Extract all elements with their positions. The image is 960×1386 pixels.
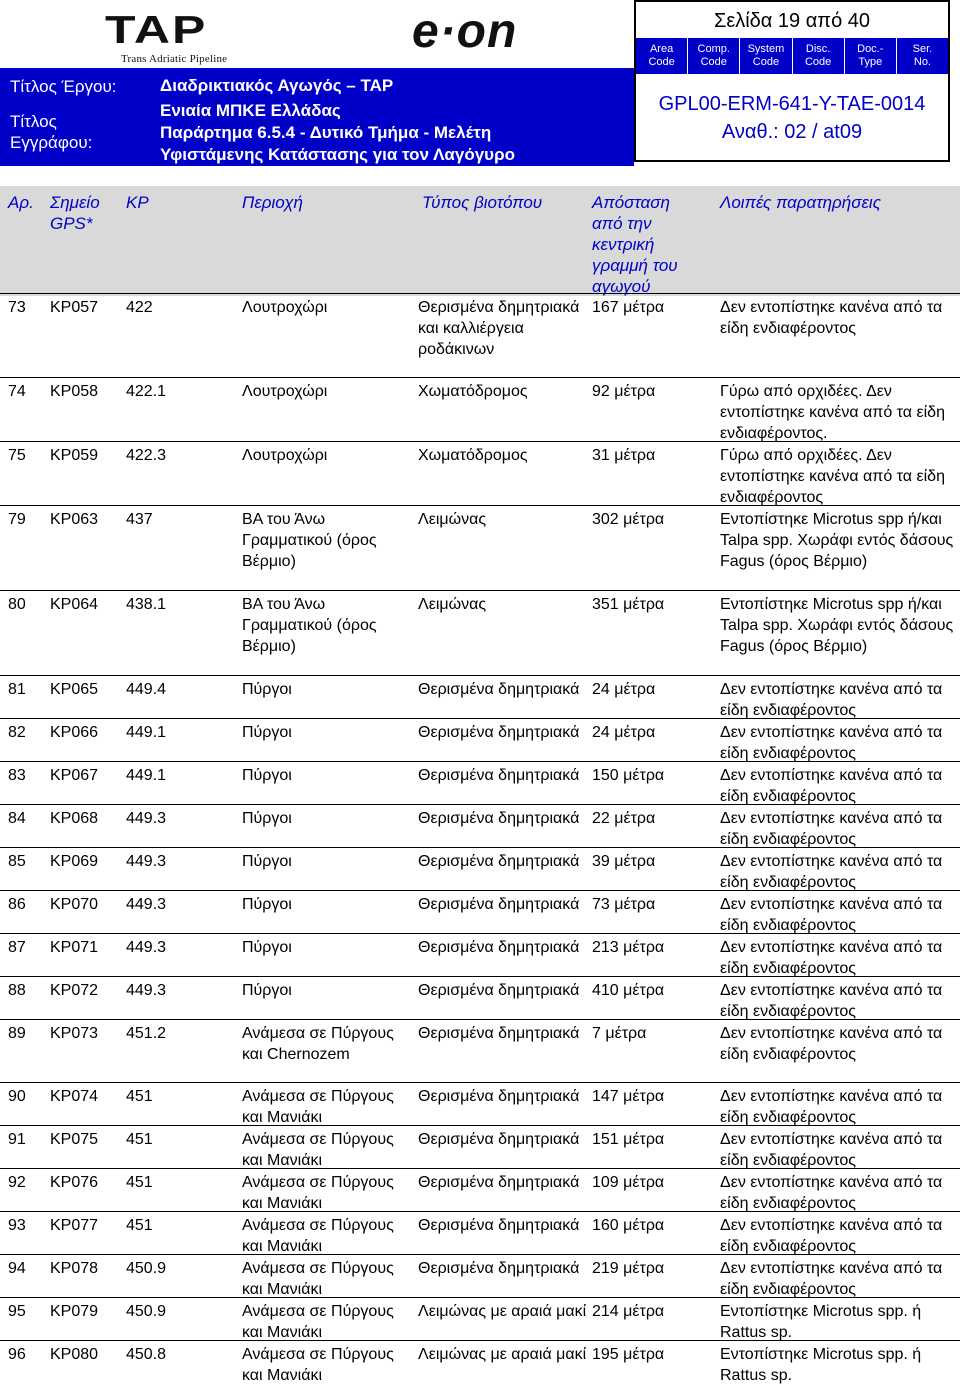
row-gps-point: KP078 <box>50 1260 99 1277</box>
row-remarks: Δεν εντοπίστηκε κανένα από τα είδη ενδιαφέροντος <box>720 299 943 337</box>
row-kp: 450.9 <box>126 1303 167 1320</box>
row-gps-point: KP070 <box>50 896 99 913</box>
table-row <box>0 804 960 847</box>
row-kp: 449.1 <box>126 767 167 784</box>
header-ar: Αρ. <box>8 193 34 212</box>
row-distance: 410 μέτρα <box>592 982 665 999</box>
row-distance: 195 μέτρα <box>592 1346 665 1363</box>
row-remarks: Δεν εντοπίστηκε κανένα από τα είδη ενδιαφέροντος <box>720 724 943 762</box>
row-gps-point: KP064 <box>50 596 99 613</box>
table-row <box>0 890 960 933</box>
row-number: 73 <box>8 299 26 316</box>
row-remarks: Δεν εντοπίστηκε κανένα από τα είδη ενδιαφέροντος <box>720 982 943 1020</box>
row-distance: 22 μέτρα <box>592 810 656 827</box>
document-id-block <box>634 0 950 162</box>
table-row <box>0 1082 960 1125</box>
row-biotope: Θερισμένα δημητριακά <box>418 1260 580 1277</box>
row-region: Ανάμεσα σε Πύργους και Μανιάκι <box>242 1260 394 1298</box>
row-gps-point: KP066 <box>50 724 99 741</box>
row-remarks: Εντοπίστηκε Microtus spp. ή Rattus sp. <box>720 1303 922 1341</box>
row-region: ΒΑ του Άνω Γραμματικού (όρος Βέρμιο) <box>242 511 377 570</box>
code-columns <box>636 38 948 74</box>
row-distance: 147 μέτρα <box>592 1088 665 1105</box>
table-row <box>0 718 960 761</box>
row-kp: 450.9 <box>126 1260 167 1277</box>
row-kp: 449.3 <box>126 939 167 956</box>
row-biotope: Λειμώνας <box>418 596 487 613</box>
row-gps-point: KP068 <box>50 810 99 827</box>
row-gps-point: KP076 <box>50 1174 99 1191</box>
row-kp: 422.1 <box>126 383 167 400</box>
code-column-comp: Comp. Code <box>687 38 739 74</box>
row-remarks: Δεν εντοπίστηκε κανένα από τα είδη ενδιαφέροντος <box>720 1131 943 1169</box>
row-gps-point: KP065 <box>50 681 99 698</box>
header-region: Περιοχή <box>242 193 303 212</box>
row-remarks: Εντοπίστηκε Microtus spp ή/και Talpa spp. Χωράφι εντός δάσους Fagus (όρος Βέρμιο) <box>720 511 954 570</box>
document-label-line1: Τίτλος <box>10 112 57 131</box>
project-label: Τίτλος Έργου: <box>10 77 117 96</box>
row-region: Πύργοι <box>242 982 292 999</box>
table-row <box>0 1168 960 1211</box>
row-biotope: Θερισμένα δημητριακά <box>418 767 580 784</box>
row-number: 81 <box>8 681 26 698</box>
row-distance: 302 μέτρα <box>592 511 665 528</box>
row-distance: 92 μέτρα <box>592 383 656 400</box>
row-region: Πύργοι <box>242 939 292 956</box>
tap-logo-subtitle: Trans Adriatic Pipeline <box>121 53 228 65</box>
logo-strip <box>0 0 634 68</box>
row-region: Λουτροχώρι <box>242 383 328 400</box>
row-number: 82 <box>8 724 26 741</box>
code-column-area: Area Code <box>648 43 675 68</box>
row-remarks: Δεν εντοπίστηκε κανένα από τα είδη ενδιαφέροντος <box>720 939 943 977</box>
row-biotope: Θερισμένα δημητριακά <box>418 724 580 741</box>
code-column-system: System Code <box>739 38 791 74</box>
row-gps-point: KP069 <box>50 853 99 870</box>
row-number: 80 <box>8 596 26 613</box>
row-distance: 219 μέτρα <box>592 1260 665 1277</box>
row-remarks: Δεν εντοπίστηκε κανένα από τα είδη ενδιαφέροντος <box>720 1088 943 1126</box>
row-gps-point: KP075 <box>50 1131 99 1148</box>
table-row <box>0 505 960 590</box>
row-distance: 7 μέτρα <box>592 1025 647 1042</box>
row-distance: 214 μέτρα <box>592 1303 665 1320</box>
row-distance: 24 μέτρα <box>592 681 656 698</box>
header-distance: Απόσταση από την κεντρική γραμμή του αγωγού <box>592 193 678 296</box>
row-biotope: Θερισμένα δημητριακά <box>418 681 580 698</box>
row-remarks: Δεν εντοπίστηκε κανένα από τα είδη ενδιαφέροντος <box>720 853 943 891</box>
row-region: Πύργοι <box>242 896 292 913</box>
row-biotope: Θερισμένα δημητριακά <box>418 982 580 999</box>
document-title-line2: Παράρτημα 6.5.4 - Δυτικό Τμήμα - Μελέτη <box>160 123 492 142</box>
row-number: 93 <box>8 1217 26 1234</box>
row-remarks: Δεν εντοπίστηκε κανένα από τα είδη ενδιαφέροντος <box>720 681 943 719</box>
row-gps-point: KP067 <box>50 767 99 784</box>
row-number: 91 <box>8 1131 26 1148</box>
row-number: 83 <box>8 767 26 784</box>
row-kp: 451 <box>126 1131 153 1148</box>
row-remarks: Δεν εντοπίστηκε κανένα από τα είδη ενδιαφέροντος <box>720 810 943 848</box>
tap-logo <box>97 6 257 64</box>
row-number: 85 <box>8 853 26 870</box>
table-row <box>0 1340 960 1385</box>
row-biotope: Θερισμένα δημητριακά <box>418 1174 580 1191</box>
code-column-disc: Disc. Code <box>792 38 844 74</box>
row-number: 88 <box>8 982 26 999</box>
row-biotope: Χωματόδρομος <box>418 447 528 464</box>
row-region: Λουτροχώρι <box>242 447 328 464</box>
row-kp: 449.3 <box>126 982 167 999</box>
row-gps-point: KP074 <box>50 1088 99 1105</box>
row-region: Λουτροχώρι <box>242 299 328 316</box>
row-kp: 449.3 <box>126 853 167 870</box>
row-distance: 39 μέτρα <box>592 853 656 870</box>
row-gps-point: KP079 <box>50 1303 99 1320</box>
row-distance: 167 μέτρα <box>592 299 665 316</box>
row-region: Πύργοι <box>242 853 292 870</box>
row-number: 90 <box>8 1088 26 1105</box>
row-remarks: Δεν εντοπίστηκε κανένα από τα είδη ενδιαφέροντος <box>720 767 943 805</box>
table-row <box>0 377 960 441</box>
row-kp: 449.1 <box>126 724 167 741</box>
header-remarks: Λοιπές παρατηρήσεις <box>720 193 881 212</box>
table-row <box>0 1019 960 1082</box>
row-gps-point: KP072 <box>50 982 99 999</box>
row-region: Πύργοι <box>242 767 292 784</box>
row-gps-point: KP058 <box>50 383 99 400</box>
row-region: Ανάμεσα σε Πύργους και Μανιάκι <box>242 1131 394 1169</box>
table-header <box>0 186 960 296</box>
row-kp: 449.3 <box>126 810 167 827</box>
row-region: ΒΑ του Άνω Γραμματικού (όρος Βέρμιο) <box>242 596 377 655</box>
row-number: 96 <box>8 1346 26 1363</box>
row-kp: 438.1 <box>126 596 167 613</box>
row-biotope: Θερισμένα δημητριακά <box>418 853 580 870</box>
table-row <box>0 1125 960 1168</box>
row-distance: 150 μέτρα <box>592 767 665 784</box>
row-region: Ανάμεσα σε Πύργους και Chernozem <box>242 1025 394 1063</box>
row-remarks: Γύρω από ορχιδέες. Δεν εντοπίστηκε κανένα από τα είδη ενδιαφέροντος <box>720 447 945 506</box>
row-gps-point: KP057 <box>50 299 99 316</box>
header-gps: Σημείο GPS* <box>50 193 100 233</box>
row-kp: 422 <box>126 299 153 316</box>
row-biotope: Θερισμένα δημητριακά και καλλιέργεια ροδάκινων <box>418 299 580 358</box>
row-number: 75 <box>8 447 26 464</box>
table-row <box>0 675 960 718</box>
row-region: Ανάμεσα σε Πύργους και Μανιάκι <box>242 1174 394 1212</box>
row-region: Πύργοι <box>242 681 292 698</box>
row-number: 87 <box>8 939 26 956</box>
row-number: 89 <box>8 1025 26 1042</box>
row-distance: 351 μέτρα <box>592 596 665 613</box>
row-biotope: Θερισμένα δημητριακά <box>418 939 580 956</box>
row-region: Ανάμεσα σε Πύργους και Μανιάκι <box>242 1303 394 1341</box>
header-biotope: Τύπος βιοτόπου <box>422 193 543 212</box>
row-distance: 24 μέτρα <box>592 724 656 741</box>
row-remarks: Γύρω από ορχιδέες. Δεν εντοπίστηκε κανένα από τα είδη ενδιαφέροντος. <box>720 383 945 442</box>
table-row <box>0 761 960 804</box>
row-biotope: Λειμώνας <box>418 511 487 528</box>
row-region: Πύργοι <box>242 724 292 741</box>
row-kp: 450.8 <box>126 1346 167 1363</box>
row-kp: 451 <box>126 1088 153 1105</box>
row-distance: 73 μέτρα <box>592 896 656 913</box>
row-gps-point: KP077 <box>50 1217 99 1234</box>
row-number: 95 <box>8 1303 26 1320</box>
document-header <box>0 0 960 166</box>
row-distance: 31 μέτρα <box>592 447 656 464</box>
row-region: Ανάμεσα σε Πύργους και Μανιάκι <box>242 1346 394 1384</box>
row-gps-point: KP073 <box>50 1025 99 1042</box>
row-gps-point: KP063 <box>50 511 99 528</box>
row-biotope: Θερισμένα δημητριακά <box>418 1217 580 1234</box>
tap-logo-text: TAP <box>105 7 208 52</box>
row-distance: 151 μέτρα <box>592 1131 665 1148</box>
row-region: Ανάμεσα σε Πύργους και Μανιάκι <box>242 1217 394 1255</box>
row-kp: 449.4 <box>126 681 167 698</box>
row-remarks: Δεν εντοπίστηκε κανένα από τα είδη ενδιαφέροντος <box>720 896 943 934</box>
row-biotope: Θερισμένα δημητριακά <box>418 896 580 913</box>
row-number: 74 <box>8 383 26 400</box>
row-biotope: Θερισμένα δημητριακά <box>418 1131 580 1148</box>
row-kp: 451.2 <box>126 1025 167 1042</box>
row-remarks: Δεν εντοπίστηκε κανένα από τα είδη ενδιαφέροντος <box>720 1260 943 1298</box>
row-kp: 451 <box>126 1174 153 1191</box>
row-number: 94 <box>8 1260 26 1277</box>
row-kp: 422.3 <box>126 447 167 464</box>
row-number: 86 <box>8 896 26 913</box>
document-code: GPL00-ERM-641-Y-TAE-0014 <box>658 93 926 115</box>
document-title-line3: Υφιστάμενης Κατάστασης για τον Λαγόγυρο <box>160 145 515 164</box>
row-kp: 451 <box>126 1217 153 1234</box>
row-gps-point: KP071 <box>50 939 99 956</box>
row-region: Πύργοι <box>242 810 292 827</box>
row-remarks: Δεν εντοπίστηκε κανένα από τα είδη ενδιαφέροντος <box>720 1025 943 1063</box>
row-gps-point: KP080 <box>50 1346 99 1363</box>
table-row <box>0 590 960 675</box>
table-row <box>0 933 960 976</box>
revision: Αναθ.: 02 / at09 <box>721 121 863 143</box>
table-row <box>0 293 960 377</box>
row-distance: 213 μέτρα <box>592 939 665 956</box>
project-title: Διαδρικτιακός Αγωγός – TAP <box>160 76 394 95</box>
row-number: 92 <box>8 1174 26 1191</box>
row-distance: 109 μέτρα <box>592 1174 665 1191</box>
code-column-doc-type: Doc.- Type <box>844 38 896 74</box>
document-label-line2: Εγγράφου: <box>10 133 93 152</box>
table-row <box>0 847 960 890</box>
row-kp: 437 <box>126 511 153 528</box>
table-row <box>0 1254 960 1297</box>
habitat-table <box>0 186 960 1385</box>
row-biotope: Θερισμένα δημητριακά <box>418 1088 580 1105</box>
row-gps-point: KP059 <box>50 447 99 464</box>
row-biotope: Λειμώνας με αραιά μακί <box>418 1346 587 1363</box>
row-biotope: Χωματόδρομος <box>418 383 528 400</box>
table-row <box>0 976 960 1019</box>
row-kp: 449.3 <box>126 896 167 913</box>
code-column-ser-no: Ser. No. <box>896 38 948 74</box>
row-number: 84 <box>8 810 26 827</box>
row-remarks: Εντοπίστηκε Microtus spp ή/και Talpa spp. Χωράφι εντός δάσους Fagus (όρος Βέρμιο) <box>720 596 954 655</box>
table-row <box>0 441 960 505</box>
row-remarks: Δεν εντοπίστηκε κανένα από τα είδη ενδιαφέροντος <box>720 1174 943 1212</box>
row-region: Ανάμεσα σε Πύργους και Μανιάκι <box>242 1088 394 1126</box>
row-biotope: Θερισμένα δημητριακά <box>418 1025 580 1042</box>
row-distance: 160 μέτρα <box>592 1217 665 1234</box>
row-biotope: Λειμώνας με αραιά μακί <box>418 1303 587 1320</box>
page-number: Σελίδα 19 από 40 <box>713 10 871 32</box>
title-block <box>0 68 634 166</box>
document-title-line1: Ενιαία ΜΠΚΕ Ελλάδας <box>160 101 341 120</box>
header-kp: ΚΡ <box>126 193 149 212</box>
row-biotope: Θερισμένα δημητριακά <box>418 810 580 827</box>
eon-logo: e·on <box>412 5 518 58</box>
row-number: 79 <box>8 511 26 528</box>
row-remarks: Εντοπίστηκε Microtus spp. ή Rattus sp. <box>720 1346 922 1384</box>
table-row <box>0 1211 960 1254</box>
row-remarks: Δεν εντοπίστηκε κανένα από τα είδη ενδιαφέροντος <box>720 1217 943 1255</box>
table-row <box>0 1297 960 1340</box>
